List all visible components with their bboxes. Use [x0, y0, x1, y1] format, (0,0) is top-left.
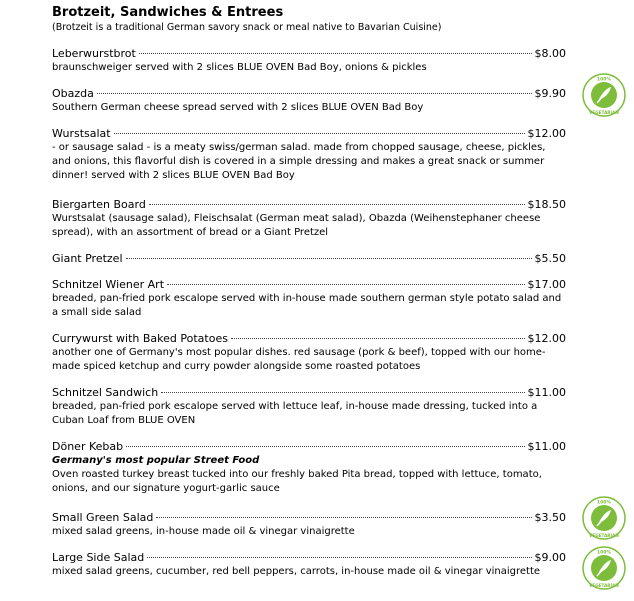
vegetarian-badge-icon	[582, 546, 626, 590]
leader-dots	[126, 258, 532, 259]
menu-item-doner-kebab	[52, 439, 566, 496]
badge-top-text: 100%	[597, 550, 611, 556]
item-description: Southern German cheese spread served with 2 slices BLUE OVEN Bad Boy	[52, 102, 424, 113]
menu-item-giant-pretzel	[52, 251, 566, 266]
item-name: Döner Kebab	[52, 440, 124, 453]
item-name: Large Side Salad	[52, 551, 145, 564]
menu-item-large-side-salad	[52, 550, 566, 579]
leader-dots	[126, 446, 524, 447]
item-name: Schnitzel Sandwich	[52, 386, 159, 399]
leader-dots	[139, 53, 532, 54]
item-name: Obazda	[52, 87, 94, 100]
vegetarian-badge-icon	[582, 496, 626, 540]
item-description: breaded, pan-fried pork escalope served with in-house made southern german style potato salad and a small side salad	[52, 293, 562, 318]
item-description: Wurstsalat (sausage salad), Fleischsalat (German meat salad), Obazda (Weihenstephaner cheese spread), with an assortment of bread or a Giant Pretzel	[52, 213, 541, 238]
item-name: Small Green Salad	[52, 511, 154, 524]
item-price: $12.00	[527, 127, 566, 140]
leader-dots	[167, 284, 524, 285]
item-price: $3.50	[534, 511, 566, 524]
menu-item-currywurst	[52, 331, 566, 374]
item-price: $9.90	[534, 87, 566, 100]
item-description: mixed salad greens, in-house made oil & vinegar vinaigrette	[52, 526, 355, 537]
section-subtitle: (Brotzeit is a traditional German savory snack or meal native to Bavarian Cuisine)	[52, 22, 442, 33]
leader-dots	[114, 133, 525, 134]
menu-item-small-green-salad	[52, 510, 566, 539]
item-description: breaded, pan-fried pork escalope served with lettuce leaf, in-house made dressing, tucked into a Cuban Loaf from BLUE OVEN	[52, 401, 538, 426]
item-description: braunschweiger served with 2 slices BLUE OVEN Bad Boy, onions & pickles	[52, 62, 427, 73]
item-name: Currywurst with Baked Potatoes	[52, 332, 228, 345]
item-name: Schnitzel Wiener Art	[52, 278, 165, 291]
menu-item-biergarten-board	[52, 197, 566, 240]
item-name: Wurstsalat	[52, 127, 111, 140]
leader-dots	[149, 204, 525, 205]
badge-top-text: 100%	[597, 500, 611, 506]
item-price: $18.50	[527, 198, 566, 211]
menu-item-obazda	[52, 86, 566, 115]
item-price: $5.50	[534, 252, 566, 265]
item-name: Leberwurstbrot	[52, 47, 136, 60]
item-price: $11.00	[527, 440, 566, 453]
badge-bottom-text: VEGETARIAN	[589, 533, 619, 538]
leader-dots	[156, 517, 531, 518]
item-price: $12.00	[527, 332, 566, 345]
item-description: Oven roasted turkey breast tucked into our freshly baked Pita bread, topped with lettuce, tomato, onions, and our signature yogurt-garlic sauce	[52, 469, 542, 494]
item-tagline: Germany's most popular Street Food	[52, 455, 260, 466]
item-name: Giant Pretzel	[52, 252, 123, 265]
item-price: $9.00	[534, 551, 566, 564]
menu-item-wurstsalat	[52, 126, 566, 183]
item-description: mixed salad greens, cucumber, red bell peppers, carrots, in-house made oil & vinegar vinaigrette	[52, 566, 541, 577]
vegetarian-badge-icon	[582, 73, 626, 117]
badge-top-text: 100%	[597, 77, 611, 83]
item-name: Biergarten Board	[52, 198, 146, 211]
item-price: $8.00	[534, 47, 566, 60]
leader-dots	[231, 338, 525, 339]
item-price: $17.00	[527, 278, 566, 291]
menu-item-schnitzel-sandwich	[52, 385, 566, 428]
leader-dots	[147, 557, 531, 558]
item-description: another one of Germany's most popular dishes. red sausage (pork & beef), topped with our home-made spiced ketchup and curry powder alongside some roasted potatoes	[52, 347, 546, 372]
leader-dots	[161, 392, 524, 393]
section-title: Brotzeit, Sandwiches & Entrees	[52, 5, 284, 20]
badge-bottom-text: VEGETARIAN	[589, 110, 619, 115]
menu-page	[52, 4, 566, 579]
badge-bottom-text: VEGETARIAN	[589, 583, 619, 588]
item-price: $11.00	[527, 386, 566, 399]
menu-item-schnitzel-wiener-art	[52, 277, 566, 320]
item-description: - or sausage salad - is a meaty swiss/german salad. made from chopped sausage, cheese, pickles, and onions, this flavorful dish is covered in a simple dressing and makes a great snack or summer dinner! served with 2 slices BLUE OVEN Bad Boy	[52, 142, 546, 181]
menu-item-leberwurstbrot	[52, 46, 566, 75]
leader-dots	[97, 93, 532, 94]
